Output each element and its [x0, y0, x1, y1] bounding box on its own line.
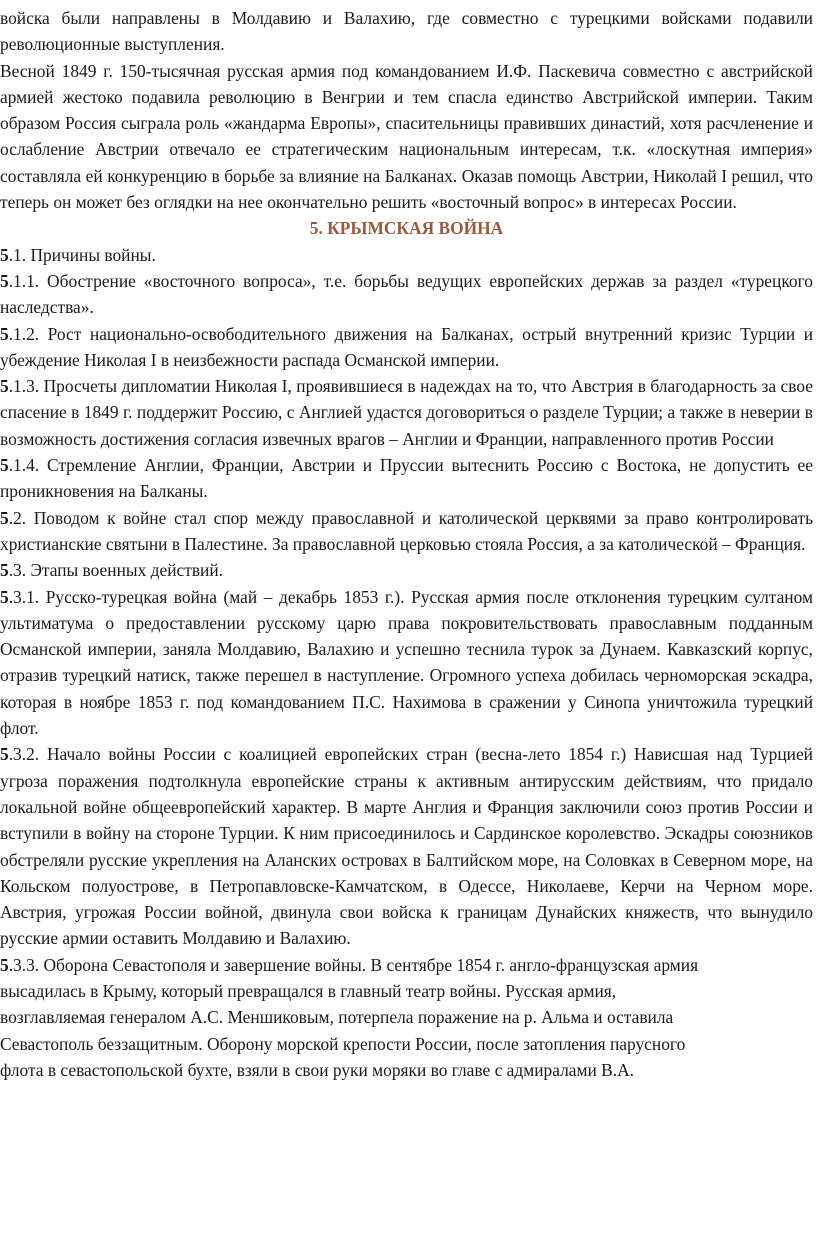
section-5-3-1	[0, 584, 813, 742]
paragraph-text: Весной 1849 г. 150-тысячная русская армия под командованием И.Ф. Паскевича совместно с австрийской армией жестоко подавила революцию в Венгрии и тем спасла единство Австрийской империи. Таким образом Россия сыграла роль «жандарма Европы», спасительницы правивших династий, хотя расчленение и ослабление Австрии отвечало ее стратегическим национальным интересам, т.к. «лоскутная империя» составляла ей конкуренцию в борьбе за влияние на Балканах. Оказав помощь Австрии, Николай I решил, что теперь он может без оглядки на нее окончательно решить «восточный вопрос» в интересах России.	[0, 60, 813, 213]
section-heading: 5. КРЫМСКАЯ ВОЙНА	[309, 218, 504, 239]
section-text: .1.4. Стремление Англии, Франции, Австрии и Пруссии вытеснить Россию с Востока, не допустить ее проникновения на Балканы.	[0, 455, 813, 502]
section-text: .3.1. Русско-турецкая война (май – декабрь 1853 г.). Русская армия после отклонения турецким султаном ультиматума о предоставлении русскому царю права покровительствовать православным подданным Османской империи, заняла Молдавию, Валахию и успешно теснила турок за Дунаем. Кавказский корпус, отразив турецкий натиск, также перешел в наступление. Огромного успеха добилась черноморская эскадра, которая в ноябре 1853 г. под командованием П.С. Нахимова в сражении у Синопа уничтожила турецкий флот.	[0, 586, 813, 739]
section-text: .3.3. Оборона Севастополя и завершение войны. В сентябре 1854 г. англо-французская армия	[8, 954, 699, 975]
section-text: .2. Поводом к войне стал спор между православной и католической церквями за право контролировать христианские святыни в Палестине. За православной церковью стояла Россия, а за католической – Франция.	[0, 507, 813, 554]
section-number: 5	[0, 376, 9, 397]
section-number: 5	[0, 586, 9, 607]
section-number: 5	[0, 270, 9, 291]
section-text: .1.1. Обострение «восточного вопроса», т.е. борьбы ведущих европейских держав за раздел «турецкого наследства».	[0, 270, 813, 318]
section-text: .1.3. Просчеты дипломатии Николая I, проявившиеся в надеждах на то, что Австрия в благодарность за свое спасение в 1849 г. поддержит Россию, с Англией удастся договориться о разделе Турции; а также в неверии в возможность достижения согласия извечных врагов – Англии и Франции, направленного против России	[0, 376, 813, 449]
section-number: 5	[0, 244, 9, 265]
paragraph-intro-2	[0, 58, 813, 216]
section-number: 5	[0, 744, 9, 765]
section-text: .3.2. Начало войны России с коалицией европейских стран (весна-лето 1854 г.) Нависшая над Турцией угроза поражения подтолкнула европейские страны к активным антирусским действиям, что придало локальной войне общеевропейский характер. В марте Англия и Франция заключили союз против России и вступили в войну на стороне Турции. К ним присоединилось и Сардинское королевство. Эскадры союзников обстреляли русские укрепления на Аланских островах в Балтийском море, на Соловках в Северном море, на Кольском полуострове, в Петропавловске-Камчатском, в Одессе, Николаеве, Керчи на Черном море. Австрия, угрожая России войной, двинула свои войска к границам Дунайских княжеств, что вынудило русские армии оставить Молдавию и Валахию.	[0, 744, 813, 949]
section-5-3	[0, 557, 813, 583]
section-5-3-3	[0, 952, 813, 1083]
text-line: возглавляемая генералом А.С. Меншиковым, потерпела поражение на р. Альма и оставила	[0, 1007, 674, 1028]
section-number: 5	[0, 560, 9, 581]
section-5-1-2	[0, 321, 813, 374]
section-5-2	[0, 505, 813, 558]
section-5-1	[0, 242, 813, 268]
section-text: .3. Этапы военных действий.	[8, 560, 223, 581]
section-number: 5	[0, 323, 9, 344]
paragraph-intro-1	[0, 5, 813, 58]
text-line: высадилась в Крыму, который превращался в главный театр войны. Русская армия,	[0, 980, 617, 1001]
section-5-1-1	[0, 268, 813, 321]
section-5-1-4	[0, 452, 813, 505]
section-number: 5	[0, 455, 9, 476]
section-number: 5	[0, 507, 9, 528]
section-5-1-3	[0, 373, 813, 452]
text-line	[0, 952, 813, 978]
text-line: Севастополь беззащитным. Оборону морской крепости России, после затопления парусного	[0, 1033, 686, 1054]
paragraph-text: войска были направлены в Молдавию и Валахию, где совместно с турецкими войсками подавили революционные выступления.	[0, 8, 813, 55]
section-5-3-2	[0, 741, 813, 951]
section-text: .1.2. Рост национально-освободительного движения на Балканах, острый внутренний кризис Турции и убеждение Николая I в неизбежности распада Османской империи.	[0, 323, 813, 370]
section-number: 5	[0, 954, 9, 975]
section-text: .1. Причины войны.	[8, 244, 156, 265]
text-line: флота в севастопольской бухте, взяли в свои руки моряки во главе с адмиралами В.А.	[0, 1059, 634, 1080]
